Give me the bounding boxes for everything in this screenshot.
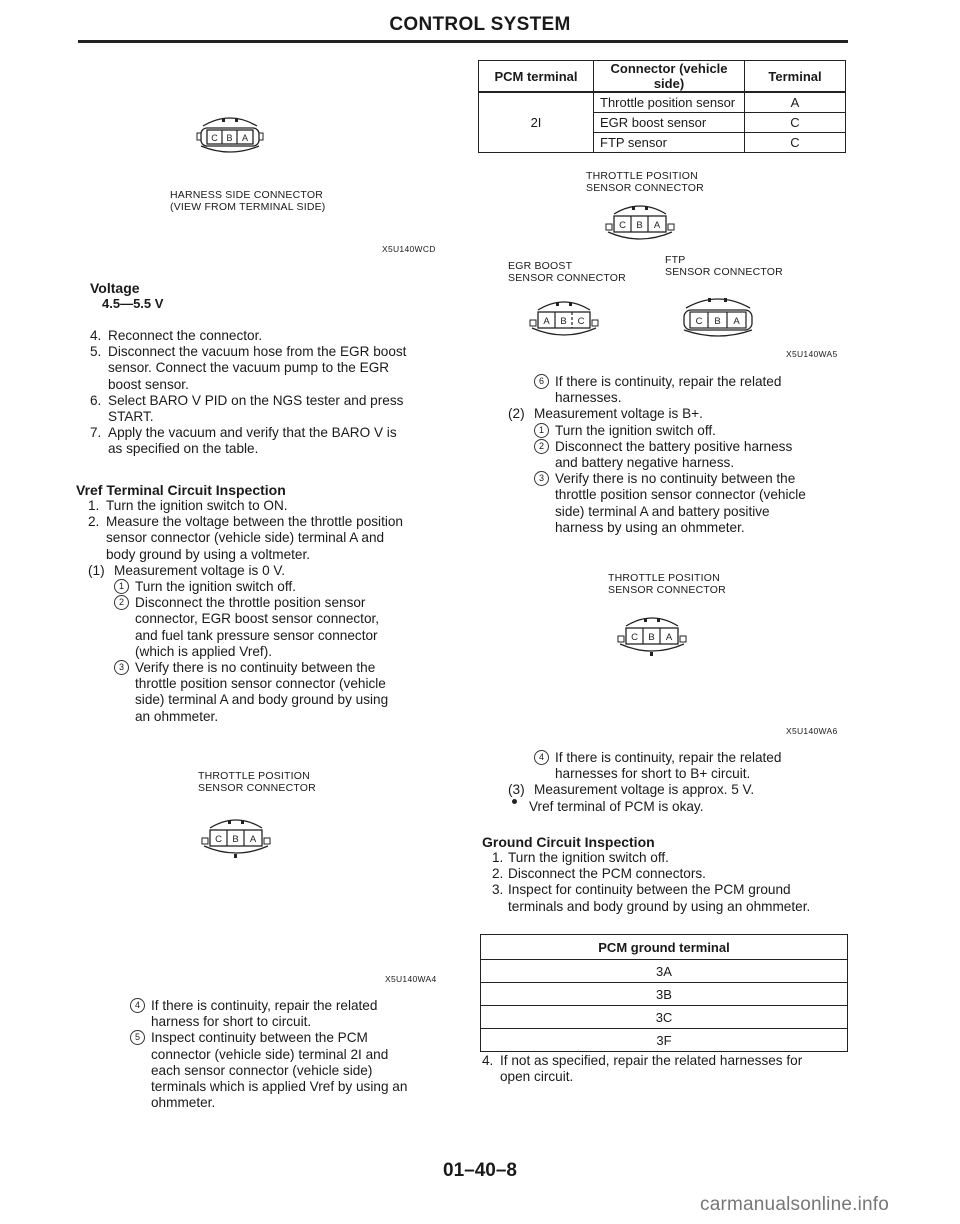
figure-caption	[665, 254, 783, 278]
egr-connector-diagram	[528, 294, 600, 342]
caption-line: THROTTLE POSITION	[608, 572, 720, 584]
circled-number: 2	[114, 595, 129, 610]
list-item: 2 Disconnect the battery positive harness and battery negative harness.	[534, 439, 853, 471]
caption-line: FTP	[665, 254, 686, 266]
pin-label: C	[211, 133, 218, 143]
vref-steps	[88, 498, 458, 725]
table-cell: Throttle position sensor	[594, 92, 745, 113]
caption-line: THROTTLE POSITION	[586, 170, 698, 182]
table-cell: 3F	[481, 1029, 848, 1052]
table-row	[481, 1006, 848, 1029]
pcm-terminal-table	[478, 60, 846, 153]
figure-code: X5U140WA6	[786, 726, 838, 736]
list-item: 3 Verify there is no continuity between the throttle position sensor connector (vehicle side) terminal A and body ground by using an ohmmeter.	[114, 660, 458, 725]
sub-list	[88, 579, 458, 725]
circled-number: 1	[114, 579, 129, 594]
right-list-b	[508, 750, 853, 815]
right-list-a	[508, 374, 853, 536]
table-cell: C	[745, 133, 846, 153]
column-header: PCM terminal	[479, 61, 594, 93]
harness-connector-diagram	[195, 112, 265, 158]
circled-number: 3	[534, 471, 549, 486]
pin-label: B	[560, 316, 567, 327]
table-cell: 3C	[481, 1006, 848, 1029]
table-cell: 3B	[481, 983, 848, 1006]
list-item: (3) Measurement voltage is approx. 5 V.	[508, 782, 755, 798]
caption-line: SENSOR CONNECTOR	[608, 584, 726, 596]
figure-caption	[198, 770, 316, 794]
figure-caption	[170, 189, 326, 213]
table-header-row	[481, 935, 848, 960]
pin-label: B	[714, 316, 721, 327]
watermark: carmanualsonline.info	[700, 1194, 890, 1215]
pin-label: B	[232, 834, 239, 845]
caption-line: SENSOR CONNECTOR	[198, 782, 316, 794]
circled-number: 1	[534, 423, 549, 438]
circled-number: 4	[534, 750, 549, 765]
list-item: 2. Disconnect the PCM connectors.	[492, 866, 706, 882]
ground-steps	[492, 850, 857, 915]
caption-line: HARNESS SIDE CONNECTOR	[170, 189, 323, 201]
pin-label: A	[543, 316, 550, 327]
list-item: 2. Measure the voltage between the throttle position sensor connector (vehicle side) terminal A and body ground by using a voltmeter.	[88, 514, 403, 562]
column-header: PCM ground terminal	[481, 935, 848, 960]
list-item: 5. Disconnect the vacuum hose from the EGR boost sensor. Connect the vacuum pump to the EGR boost sensor.	[90, 344, 407, 392]
ftp-connector-diagram	[678, 290, 758, 342]
voltage-value: 4.5—5.5 V	[102, 296, 164, 311]
throttle-connector-diagram	[200, 812, 272, 860]
section-heading: Ground Circuit Inspection	[482, 834, 655, 850]
section-heading: Vref Terminal Circuit Inspection	[76, 482, 286, 498]
list-item: 2 Disconnect the throttle position sensor connector, EGR boost sensor connector, and fuel tank pressure sensor connector (which is applied Vref).	[114, 595, 458, 660]
list-item: 4 If there is continuity, repair the related harnesses for short to B+ circuit.	[508, 750, 853, 782]
caption-line: THROTTLE POSITION	[198, 770, 310, 782]
circled-number: 5	[130, 1030, 145, 1045]
caption-line: SENSOR CONNECTOR	[665, 266, 783, 278]
page-number: 01–40–8	[443, 1160, 517, 1181]
sub-list	[508, 423, 853, 536]
list-item: 1 Turn the ignition switch off.	[114, 579, 458, 595]
table-cell: C	[745, 113, 846, 133]
pin-label: A	[241, 133, 249, 143]
list-item: 4. If not as specified, repair the related harnesses for open circuit.	[482, 1053, 803, 1085]
table-row	[481, 1029, 848, 1052]
table-cell: 2I	[479, 92, 594, 153]
list-item: Vref terminal of PCM is okay.	[508, 799, 853, 815]
pin-label: A	[665, 632, 673, 643]
caption-line: SENSOR CONNECTOR	[586, 182, 704, 194]
caption-line: SENSOR CONNECTOR	[508, 272, 626, 284]
ground-step-4	[482, 1053, 852, 1085]
list-item: 4. Reconnect the connector.	[90, 328, 263, 343]
pin-label: A	[653, 220, 661, 231]
throttle-connector-diagram	[604, 198, 676, 246]
steps-list-a	[90, 328, 450, 458]
caption-line: EGR BOOST	[508, 260, 573, 272]
list-item: 6 If there is continuity, repair the related harnesses.	[508, 374, 853, 406]
list-item: 1. Turn the ignition switch to ON.	[88, 498, 288, 513]
pin-label: B	[636, 220, 643, 231]
header-rule	[78, 40, 848, 43]
table-cell: FTP sensor	[594, 133, 745, 153]
list-item: (1) Measurement voltage is 0 V.	[88, 562, 286, 578]
figure-caption	[508, 260, 626, 284]
column-header: Terminal	[745, 61, 846, 93]
table-row	[481, 983, 848, 1006]
figure-code: X5U140WCD	[382, 244, 436, 254]
table-row	[479, 92, 846, 113]
circled-number: 3	[114, 660, 129, 675]
pin-label: C	[631, 632, 638, 643]
throttle-connector-diagram	[616, 610, 688, 658]
pcm-ground-table	[480, 934, 848, 1052]
bullet-icon	[512, 799, 517, 804]
caption-line: (VIEW FROM TERMINAL SIDE)	[170, 201, 326, 213]
sub-list-b	[130, 998, 460, 1111]
column-header: Connector (vehicle side)	[594, 61, 745, 93]
voltage-label: Voltage	[90, 280, 140, 296]
pin-label: A	[733, 316, 740, 327]
list-item: 3 Verify there is no continuity between the throttle position sensor connector (vehicle side) terminal A and battery positive harness by using an ohmmeter.	[534, 471, 853, 536]
list-item: 1 Turn the ignition switch off.	[534, 423, 853, 439]
table-cell: 3A	[481, 960, 848, 983]
pin-label: C	[577, 316, 585, 327]
circled-number: 4	[130, 998, 145, 1013]
page-title: CONTROL SYSTEM	[389, 14, 571, 35]
list-item: 3. Inspect for continuity between the PCM ground terminals and body ground by using an ohmmeter.	[492, 882, 811, 914]
list-item: (2) Measurement voltage is B+.	[508, 406, 703, 422]
pin-label: B	[648, 632, 655, 643]
figure-code: X5U140WA5	[786, 349, 838, 359]
figure-caption	[608, 572, 726, 596]
list-item: 1. Turn the ignition switch off.	[492, 850, 669, 865]
table-header-row	[479, 61, 846, 93]
table-row	[481, 960, 848, 983]
pin-label: C	[215, 834, 222, 845]
circled-number: 2	[534, 439, 549, 454]
list-item: 7. Apply the vacuum and verify that the BARO V is as specified on the table.	[90, 425, 397, 457]
pin-label: A	[249, 834, 257, 845]
list-item: 5 Inspect continuity between the PCM connector (vehicle side) terminal 2I and each sensor connector (vehicle side) terminals which is applied Vref by using an ohmmeter.	[130, 1030, 460, 1111]
figure-code: X5U140WA4	[385, 974, 437, 984]
pin-label: C	[695, 316, 703, 327]
list-item: 6. Select BARO V PID on the NGS tester and press START.	[90, 392, 404, 425]
circled-number: 6	[534, 374, 549, 389]
figure-caption	[586, 170, 704, 194]
pin-label: B	[226, 133, 233, 143]
table-cell: EGR boost sensor	[594, 113, 745, 133]
list-item: 4 If there is continuity, repair the related harness for short to circuit.	[130, 998, 460, 1030]
pin-label: C	[619, 220, 626, 231]
table-cell: A	[745, 92, 846, 113]
